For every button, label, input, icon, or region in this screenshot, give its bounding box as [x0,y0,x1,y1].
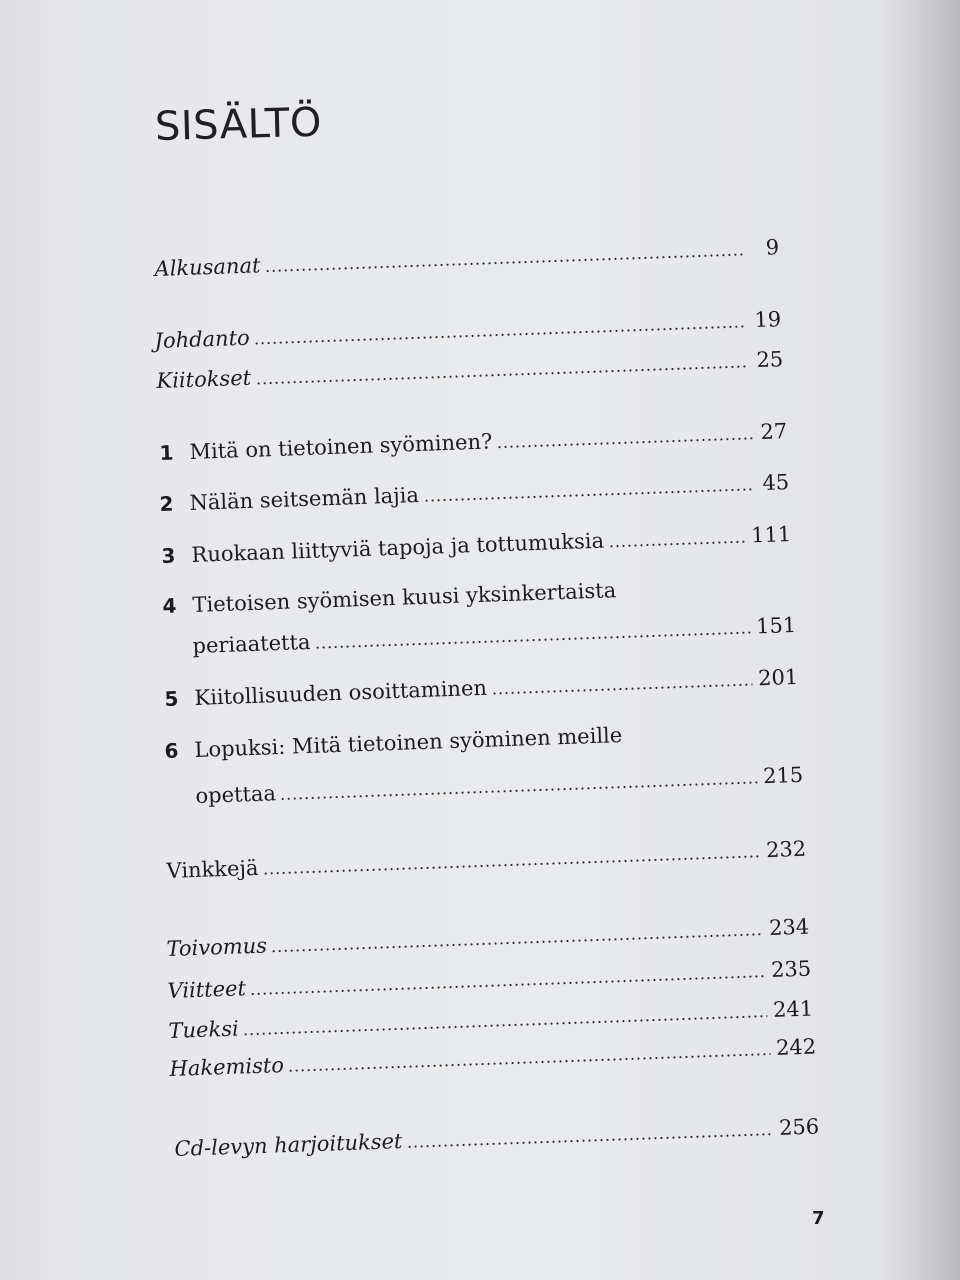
toc-entry [156,346,784,394]
toc-entry [154,234,780,282]
dot-leader [423,487,755,503]
toc-entry [167,956,812,1004]
toc-chapter [159,418,788,466]
dot-leader [243,1014,768,1036]
toc-label: Hakemisto [169,1053,285,1082]
toc-chapter-line [164,722,623,764]
dot-leader [254,324,748,345]
toc-entry [174,1114,820,1162]
dot-leader [608,540,745,549]
toc-page: 25 [756,347,784,373]
toc-label: Tueksi [168,1016,240,1044]
toc-chapter [195,762,804,809]
toc-label: Cd-levyn harjoitukset [174,1129,403,1162]
chapter-number: 3 [161,543,176,569]
toc-page: 256 [778,1114,820,1140]
toc-page: 111 [750,522,792,548]
toc-page: 151 [755,612,797,639]
toc-entry [169,1033,817,1082]
toc-page: 201 [757,664,799,691]
toc-page: 232 [765,836,807,863]
dot-leader [407,1132,774,1149]
toc-label: Ruokaan liittyviä tapoja ja tottumuksia [191,528,605,567]
toc-label: Tietoisen syömisen kuusi yksinkertaista [192,578,617,617]
toc-chapter [159,469,790,517]
toc-label: Mitä on tietoinen syöminen? [189,429,493,464]
dot-leader [250,974,765,996]
dot-leader [491,682,752,695]
toc-label-continued: opettaa [195,781,277,809]
toc-label: Kiitollisuuden osoittaminen [194,675,488,710]
toc-page: 242 [775,1034,817,1060]
dot-leader [280,780,757,801]
toc-page: 241 [772,996,814,1022]
toc-page: 45 [762,470,790,495]
toc-label: Nälän seitsemän lajia [189,482,420,515]
page-number: 7 [812,1208,825,1229]
dot-leader [255,364,749,385]
dot-leader [265,252,746,273]
toc-chapter [192,612,797,659]
toc-label: Lopuksi: Mitä tietoinen syöminen meille [194,723,623,762]
toc-label: Toivomus [166,933,268,962]
toc-entry [166,836,807,884]
toc-page: 215 [762,762,804,789]
toc-chapter [164,664,799,712]
toc-label: Viitteet [167,976,247,1004]
toc-page: 19 [754,307,782,333]
toc-chapter [161,521,792,569]
toc-chapter-line [162,577,616,619]
toc-label: Johdanto [154,325,251,354]
toc-label: Kiitokset [156,365,252,394]
dot-leader [271,932,763,953]
chapter-number: 4 [162,593,177,619]
toc-page: 234 [768,914,810,940]
toc-label: Vinkkejä [166,855,259,884]
chapter-number: 2 [159,491,174,517]
toc-label-continued: periaatetta [192,629,311,659]
dot-leader [315,631,751,650]
toc-page: 27 [760,419,788,445]
page-title: SISÄLTÖ [154,99,323,150]
dot-leader [288,1052,770,1073]
toc-page: 9 [765,235,780,260]
dot-leader [263,854,761,875]
toc-page: 235 [770,956,812,982]
chapter-number: 6 [164,738,179,764]
dot-leader [496,436,753,449]
chapter-number: 5 [164,686,179,712]
toc-entry [166,914,810,962]
toc-entry [154,306,782,354]
toc-label: Alkusanat [154,253,261,282]
chapter-number: 1 [159,440,174,466]
